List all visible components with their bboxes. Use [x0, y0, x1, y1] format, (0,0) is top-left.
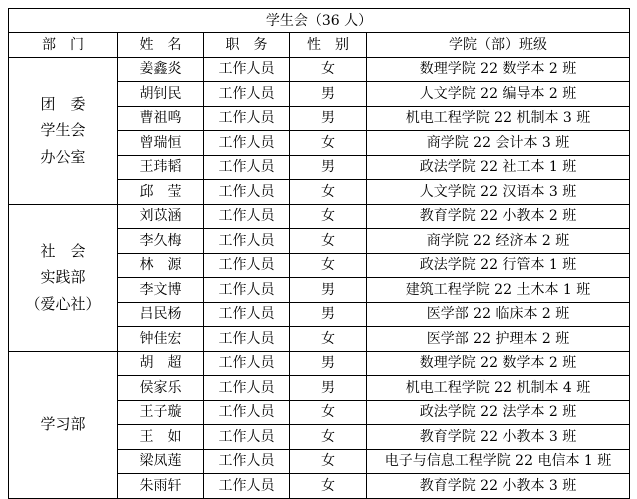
member-name: 胡钊民	[118, 82, 204, 107]
member-class: 教育学院 22 小教本 2 班	[367, 204, 630, 229]
member-role: 工作人员	[204, 106, 290, 131]
member-name: 钟佳宏	[118, 327, 204, 352]
member-role: 工作人员	[204, 82, 290, 107]
table-row	[9, 204, 630, 229]
department-label: （爱心社）	[25, 294, 101, 313]
member-gender: 男	[290, 82, 367, 107]
member-role: 工作人员	[204, 180, 290, 205]
member-role: 工作人员	[204, 327, 290, 352]
table-row	[9, 57, 630, 82]
department-label: 实践部	[40, 268, 86, 287]
member-role: 工作人员	[204, 425, 290, 450]
member-class: 政法学院 22 法学本 2 班	[367, 400, 630, 425]
member-name: 侯家乐	[118, 376, 204, 401]
header-gender: 性 别	[290, 33, 367, 58]
member-class: 机电工程学院 22 机制本 3 班	[367, 106, 630, 131]
header-row	[9, 33, 630, 58]
member-name: 胡 超	[118, 351, 204, 376]
member-role: 工作人员	[204, 376, 290, 401]
department-cell	[9, 57, 118, 204]
member-role: 工作人员	[204, 278, 290, 303]
member-gender: 男	[290, 376, 367, 401]
member-gender: 女	[290, 474, 367, 499]
department-label: 团 委	[40, 95, 86, 114]
member-name: 姜鑫炎	[118, 57, 204, 82]
member-name: 王玮韬	[118, 155, 204, 180]
member-gender: 女	[290, 400, 367, 425]
header-department: 部 门	[9, 33, 118, 58]
department-label: 学生会	[40, 121, 86, 140]
member-class: 教育学院 22 小教本 3 班	[367, 474, 630, 499]
member-name: 曹祖鸣	[118, 106, 204, 131]
member-role: 工作人员	[204, 204, 290, 229]
member-class: 教育学院 22 小教本 3 班	[367, 425, 630, 450]
member-gender: 男	[290, 278, 367, 303]
department-label: 办公室	[40, 147, 86, 166]
member-role: 工作人员	[204, 400, 290, 425]
member-gender: 女	[290, 327, 367, 352]
member-class: 数理学院 22 数学本 2 班	[367, 57, 630, 82]
table-row	[9, 351, 630, 376]
member-class: 政法学院 22 社工本 1 班	[367, 155, 630, 180]
member-role: 工作人员	[204, 131, 290, 156]
member-role: 工作人员	[204, 253, 290, 278]
roster-table	[8, 8, 630, 499]
member-role: 工作人员	[204, 229, 290, 254]
member-role: 工作人员	[204, 351, 290, 376]
member-role: 工作人员	[204, 155, 290, 180]
member-gender: 女	[290, 57, 367, 82]
member-gender: 男	[290, 106, 367, 131]
member-role: 工作人员	[204, 57, 290, 82]
member-class: 人文学院 22 编导本 2 班	[367, 82, 630, 107]
member-gender: 女	[290, 229, 367, 254]
roster-body	[9, 57, 630, 498]
member-class: 人文学院 22 汉语本 3 班	[367, 180, 630, 205]
member-class: 建筑工程学院 22 土木本 1 班	[367, 278, 630, 303]
member-gender: 男	[290, 302, 367, 327]
member-role: 工作人员	[204, 474, 290, 499]
department-cell	[9, 351, 118, 498]
table-title: 学生会（36 人）	[9, 9, 630, 33]
department-label: 社 会	[40, 242, 86, 261]
member-class: 机电工程学院 22 机制本 4 班	[367, 376, 630, 401]
member-name: 朱雨轩	[118, 474, 204, 499]
member-gender: 男	[290, 351, 367, 376]
member-gender: 女	[290, 449, 367, 474]
member-name: 李文博	[118, 278, 204, 303]
member-name: 王子璇	[118, 400, 204, 425]
department-label: 学习部	[40, 415, 86, 434]
member-name: 林 源	[118, 253, 204, 278]
member-role: 工作人员	[204, 449, 290, 474]
member-name: 梁凤莲	[118, 449, 204, 474]
member-class: 商学院 22 经济本 2 班	[367, 229, 630, 254]
header-class: 学院（部）班级	[367, 33, 630, 58]
member-gender: 女	[290, 253, 367, 278]
member-name: 吕民杨	[118, 302, 204, 327]
member-class: 电子与信息工程学院 22 电信本 1 班	[367, 449, 630, 474]
header-role: 职 务	[204, 33, 290, 58]
member-gender: 女	[290, 204, 367, 229]
member-name: 王 如	[118, 425, 204, 450]
member-class: 医学部 22 护理本 2 班	[367, 327, 630, 352]
member-gender: 男	[290, 155, 367, 180]
member-class: 政法学院 22 行管本 1 班	[367, 253, 630, 278]
member-gender: 女	[290, 425, 367, 450]
title-row	[9, 9, 630, 33]
member-class: 数理学院 22 数学本 2 班	[367, 351, 630, 376]
member-class: 商学院 22 会计本 3 班	[367, 131, 630, 156]
header-name: 姓 名	[118, 33, 204, 58]
member-name: 李久梅	[118, 229, 204, 254]
member-name: 刘苡涵	[118, 204, 204, 229]
member-gender: 女	[290, 180, 367, 205]
member-name: 邱 莹	[118, 180, 204, 205]
department-cell	[9, 204, 118, 351]
member-gender: 女	[290, 131, 367, 156]
member-name: 曾瑞恒	[118, 131, 204, 156]
member-role: 工作人员	[204, 302, 290, 327]
member-class: 医学部 22 临床本 2 班	[367, 302, 630, 327]
